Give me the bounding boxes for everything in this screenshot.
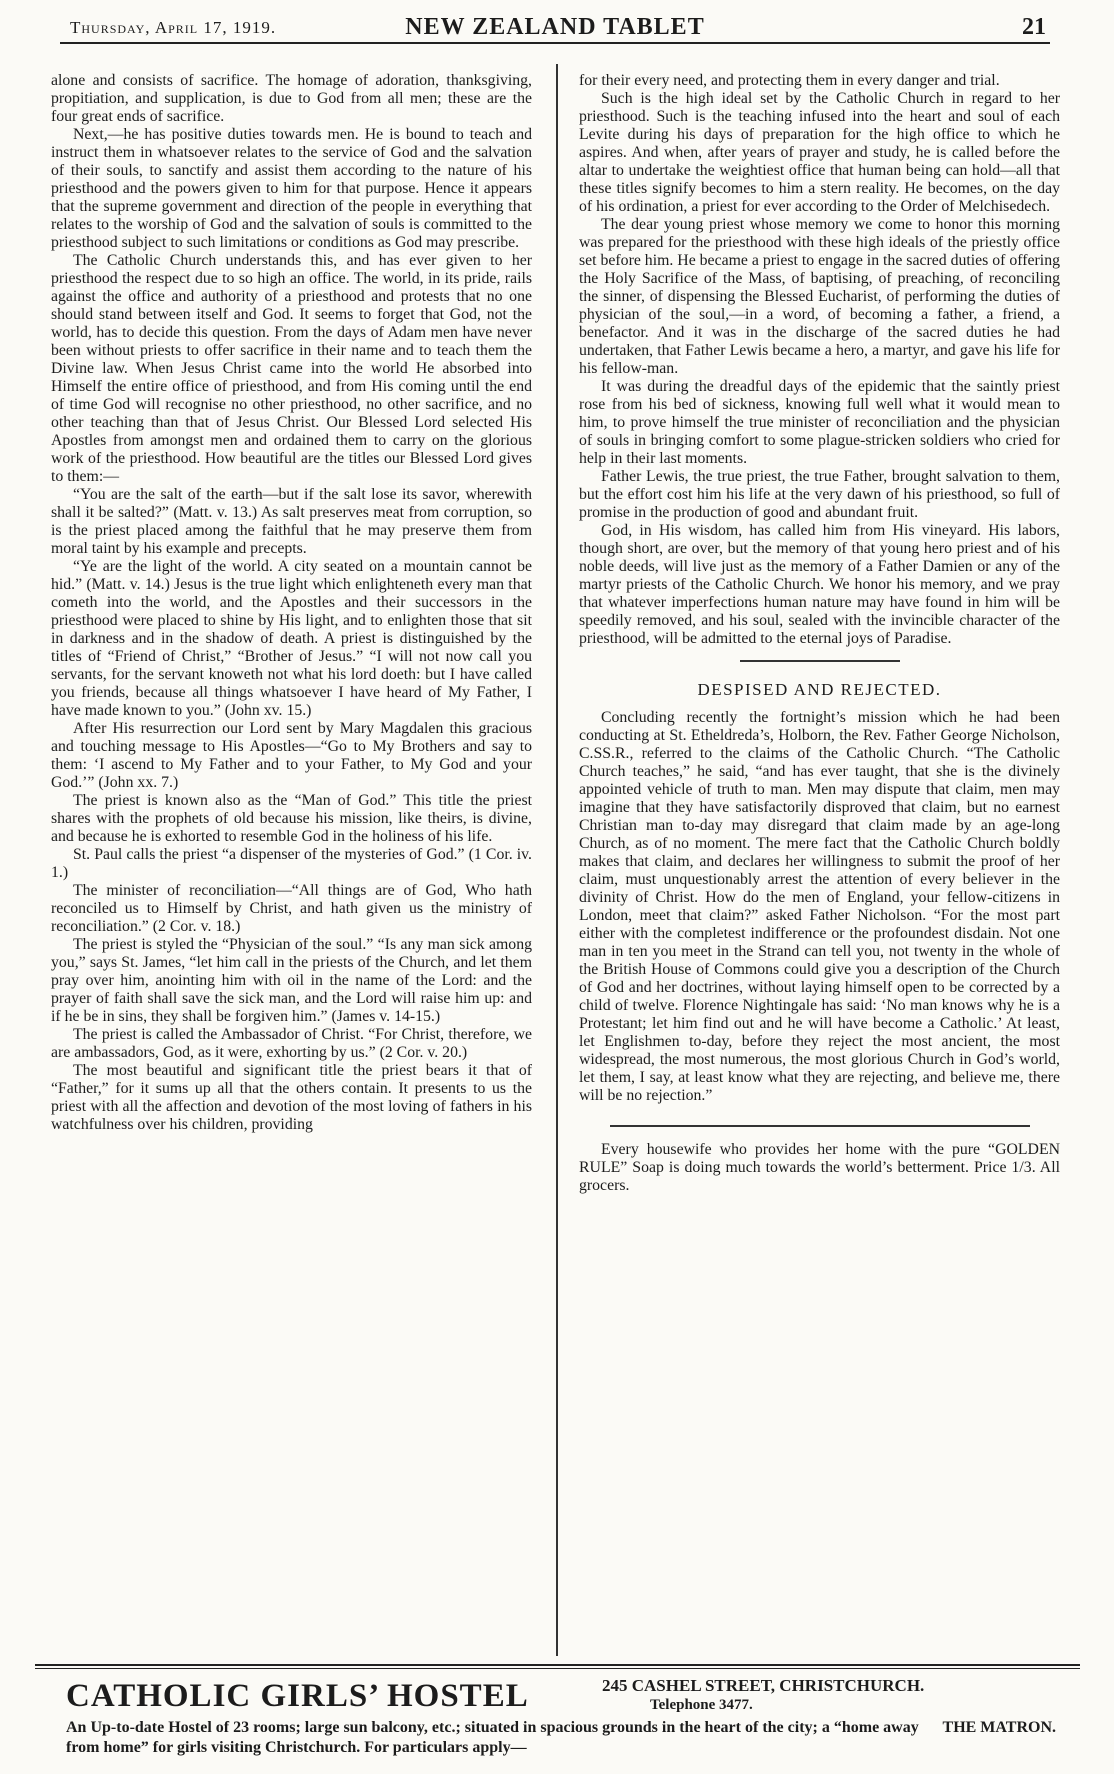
- soap-advertisement: [579, 1141, 1060, 1195]
- article-paragraph: The dear young priest whose memory we come to honor this morning was prepared for the priesthood with these high ideals of the priestly office set before him. He became a priest to engage in the sacred duties of offering the Holy Sacrifice of the Mass, of baptising, of preaching, of reconciling the sinner, of dispensing the Blessed Eucharist, of performing the duties of physician of the soul,—in a word, of becoming a father, a friend, a benefactor. And it was in the discharge of the sacred duties he had undertaken, that Father Lewis became a hero, a martyr, and gave his life for his fellow-man.: [579, 216, 1060, 377]
- ad-divider: [610, 1125, 1030, 1127]
- ad-border-top: [35, 1664, 1080, 1666]
- left-column: [51, 72, 532, 1662]
- article-paragraph: The Catholic Church understands this, and has ever given to her priesthood the respect due to so high an office. The world, in its pride, rails against the office and authority of a priesthood and protests that no one should stand between itself and God. It seems to forget that God, not the world, has to decide this question. From the days of Adam men have never been without priests to offer sacrifice in their name and to teach them the Divine law. When Jesus Christ came into the world He absorbed into Himself the entire office of priesthood, and from His coming until the end of time God will recognise no other priesthood, no other sacrifice, and no other teaching than that of Jesus Christ. Our Blessed Lord selected His Apostles from amongst men and ordained them to carry on the glorious work of the priesthood. How beautiful are the titles our Blessed Lord gives to them:—: [51, 252, 532, 485]
- article-paragraph: After His resurrection our Lord sent by Mary Magdalen this gracious and touching message to His Apostles—“Go to My Brothers and say to them: ‘I ascend to My Father and to your Father, to My God and your God.’” (John xx. 7.): [51, 720, 532, 791]
- article-paragraph: Next,—he has positive duties towards men. He is bound to teach and instruct them in whatsoever relates to the service of God and the salvation of their souls, to sanctify and assist them according to the nature of his priesthood and the powers given to him for that purpose. Hence it appears that the supreme government and direction of the people in everything that relates to the worship of God and the salvation of souls is committed to the priesthood subject to such limitations or conditions as God may prescribe.: [51, 126, 532, 251]
- section-divider: [740, 660, 900, 662]
- newspaper-title: NEW ZEALAND TABLET: [405, 14, 705, 40]
- article-paragraph: “Ye are the light of the world. A city seated on a mountain cannot be hid.” (Matt. v. 14.) Jesus is the true light which enlighteneth every man that cometh into the world, and the Apostles and their successors in the priesthood were placed to shine by His light, and to enlighten those that sit in darkness and in the shadow of death. A priest is distinguished by the titles of “Friend of Christ,” “Brother of Jesus.” “I will not now call you servants, for the servant knoweth not what his lord doeth: but I have called you friends, because all things whatsoever I have heard of My Father, I have made known to you.” (John xv. 15.): [51, 558, 532, 719]
- column-divider: [556, 64, 558, 1656]
- hostel-ad-telephone: Telephone 3477.: [650, 1697, 753, 1713]
- masthead: [60, 12, 1050, 44]
- article-paragraph: St. Paul calls the priest “a dispenser of the mysteries of God.” (1 Cor. iv. 1.): [51, 846, 532, 881]
- article-paragraph: The priest is known also as the “Man of God.” This title the priest shares with the prophets of old because his mission, like theirs, is divine, and because he is exhorted to resemble God in the holiness of his life.: [51, 792, 532, 845]
- article-paragraph: Concluding recently the fortnight’s mission which he had been conducting at St. Etheldreda’s, Holborn, the Rev. Father George Nicholson, C.SS.R., referred to the claims of the Catholic Church. “The Catholic Church teaches,” he said, “and has ever taught, that she is the divinely appointed vehicle of truth to man. Men may dispute that claim, men may imagine that they have satisfactorily disproved that claim, but no earnest Christian man to-day may disregard that claim made by an age-long Church, as of no moment. The mere fact that the Catholic Church boldly makes that claim, and declares her willingness to submit the proof of her claim, must unquestionably arrest the attention of every believer in the divinity of Christ. How do the men of England, your fellow-citizens in London, meet that claim?” asked Father Nicholson. “For the most part either with the completest indifference or the profoundest disdain. Not one man in ten you meet in the Strand can tell you, not twenty in the whole of the British House of Commons could give you a description of the Church of God and her doctrines, without laying himself open to be corrected by a child of twelve. Florence Nightingale has said: ‘No man knows why he is a Protestant; let him find out and he will have become a Catholic.’ At least, let Englishmen to-day, before they reject the most ancient, the most widespread, the most numerous, the most glorious Church in God’s world, let them, I say, at least know what they are rejecting, and believe me, there will be no rejection.”: [579, 709, 1060, 1105]
- page-number: 21: [1022, 14, 1046, 40]
- article-paragraph: God, in His wisdom, has called him from His vineyard. His labors, though short, are over, but the memory of that young hero priest and of his noble deeds, will live just as the memory of a Father Damien or any of the martyr priests of the Catholic Church. We honor his memory, and we pray that whatever imperfections human nature may have found in him will be speedily removed, and his soul, sealed with the invincible character of the priesthood, will be admitted to the eternal joys of Paradise.: [579, 522, 1060, 647]
- section-heading: DESPISED AND REJECTED.: [697, 680, 942, 699]
- article-paragraph: The most beautiful and significant title the priest bears it that of “Father,” for it sums up all that the others contain. It presents to us the priest with all the affection and devotion of the most loving of fathers in his watchfulness over his children, providing: [51, 1062, 532, 1133]
- article-paragraph: Father Lewis, the true priest, the true Father, brought salvation to them, but the effort cost him his life at the very dawn of his priesthood, so full of promise in the production of good and abundant fruit.: [579, 468, 1060, 521]
- article-paragraph: “You are the salt of the earth—but if the salt lose its savor, wherewith shall it be salted?” (Matt. v. 13.) As salt preserves meat from corruption, so is the priest placed among the faithful that he may preserve them from moral taint by his example and precepts.: [51, 486, 532, 557]
- hostel-ad-description-text: An Up-to-date Hostel of 23 rooms; large sun balcony, etc.; situated in spacious grounds in the heart of the city; a “home away from home” for girls visiting Christchurch. For particulars apply—: [66, 1719, 919, 1756]
- article-paragraph: for their every need, and protecting them in every danger and trial.: [579, 72, 1000, 89]
- issue-date: Thursday, April 17, 1919.: [70, 18, 277, 37]
- article-paragraph: The priest is styled the “Physician of the soul.” “Is any man sick among you,” says St. James, “let him call in the priests of the Church, and let them pray over him, anointing him with oil in the name of the Lord: and the prayer of faith shall save the sick man, and the Lord will raise him up: and if he be in sins, they shall be forgiven him.” (James v. 14-15.): [51, 936, 532, 1025]
- hostel-ad-address: 245 CASHEL STREET, CHRISTCHURCH.: [602, 1676, 925, 1695]
- soap-ad-text: Every housewife who provides her home with the pure “GOLDEN RULE” Soap is doing much towards the world’s betterment. Price 1/3. All grocers.: [579, 1141, 1060, 1195]
- right-column: [579, 72, 1060, 1662]
- hostel-ad-contact: THE MATRON.: [942, 1719, 1056, 1736]
- article-paragraph: Such is the high ideal set by the Catholic Church in regard to her priesthood. Such is the teaching infused into the heart and soul of each Levite during his days of preparation for the high office to which he aspires. And when, after years of prayer and study, he is called before the altar to undertake the weightiest office that human being can hold—all that these titles signify becomes to him a stern reality. He becomes, on the day of his ordination, a priest for ever according to the Order of Melchisedech.: [579, 90, 1060, 215]
- article-paragraph: The priest is called the Ambassador of Christ. “For Christ, therefore, we are ambassadors, God, as it were, exhorting by us.” (2 Cor. v. 20.): [51, 1026, 532, 1061]
- hostel-ad-description: [66, 1718, 1056, 1757]
- article-paragraph: The minister of reconciliation—“All things are of God, Who hath reconciled us to Himself by Christ, and hath given us the ministry of reconciliation.” (2 Cor. v. 18.): [51, 882, 532, 935]
- ad-border-top-thin: [35, 1668, 1080, 1669]
- article-paragraph: It was during the dreadful days of the epidemic that the saintly priest rose from his bed of sickness, knowing full well what it would mean to him, to prove himself the true minister of reconciliation and the physician of souls in bringing comfort to some plague-stricken soldiers who cried for help in their last moments.: [579, 378, 1060, 467]
- hostel-ad-title: CATHOLIC GIRLS’ HOSTEL: [66, 1678, 529, 1714]
- article-paragraph: alone and consists of sacrifice. The homage of adoration, thanksgiving, propitiation, and supplication, is due to God from all men; these are the four great ends of sacrifice.: [51, 72, 532, 125]
